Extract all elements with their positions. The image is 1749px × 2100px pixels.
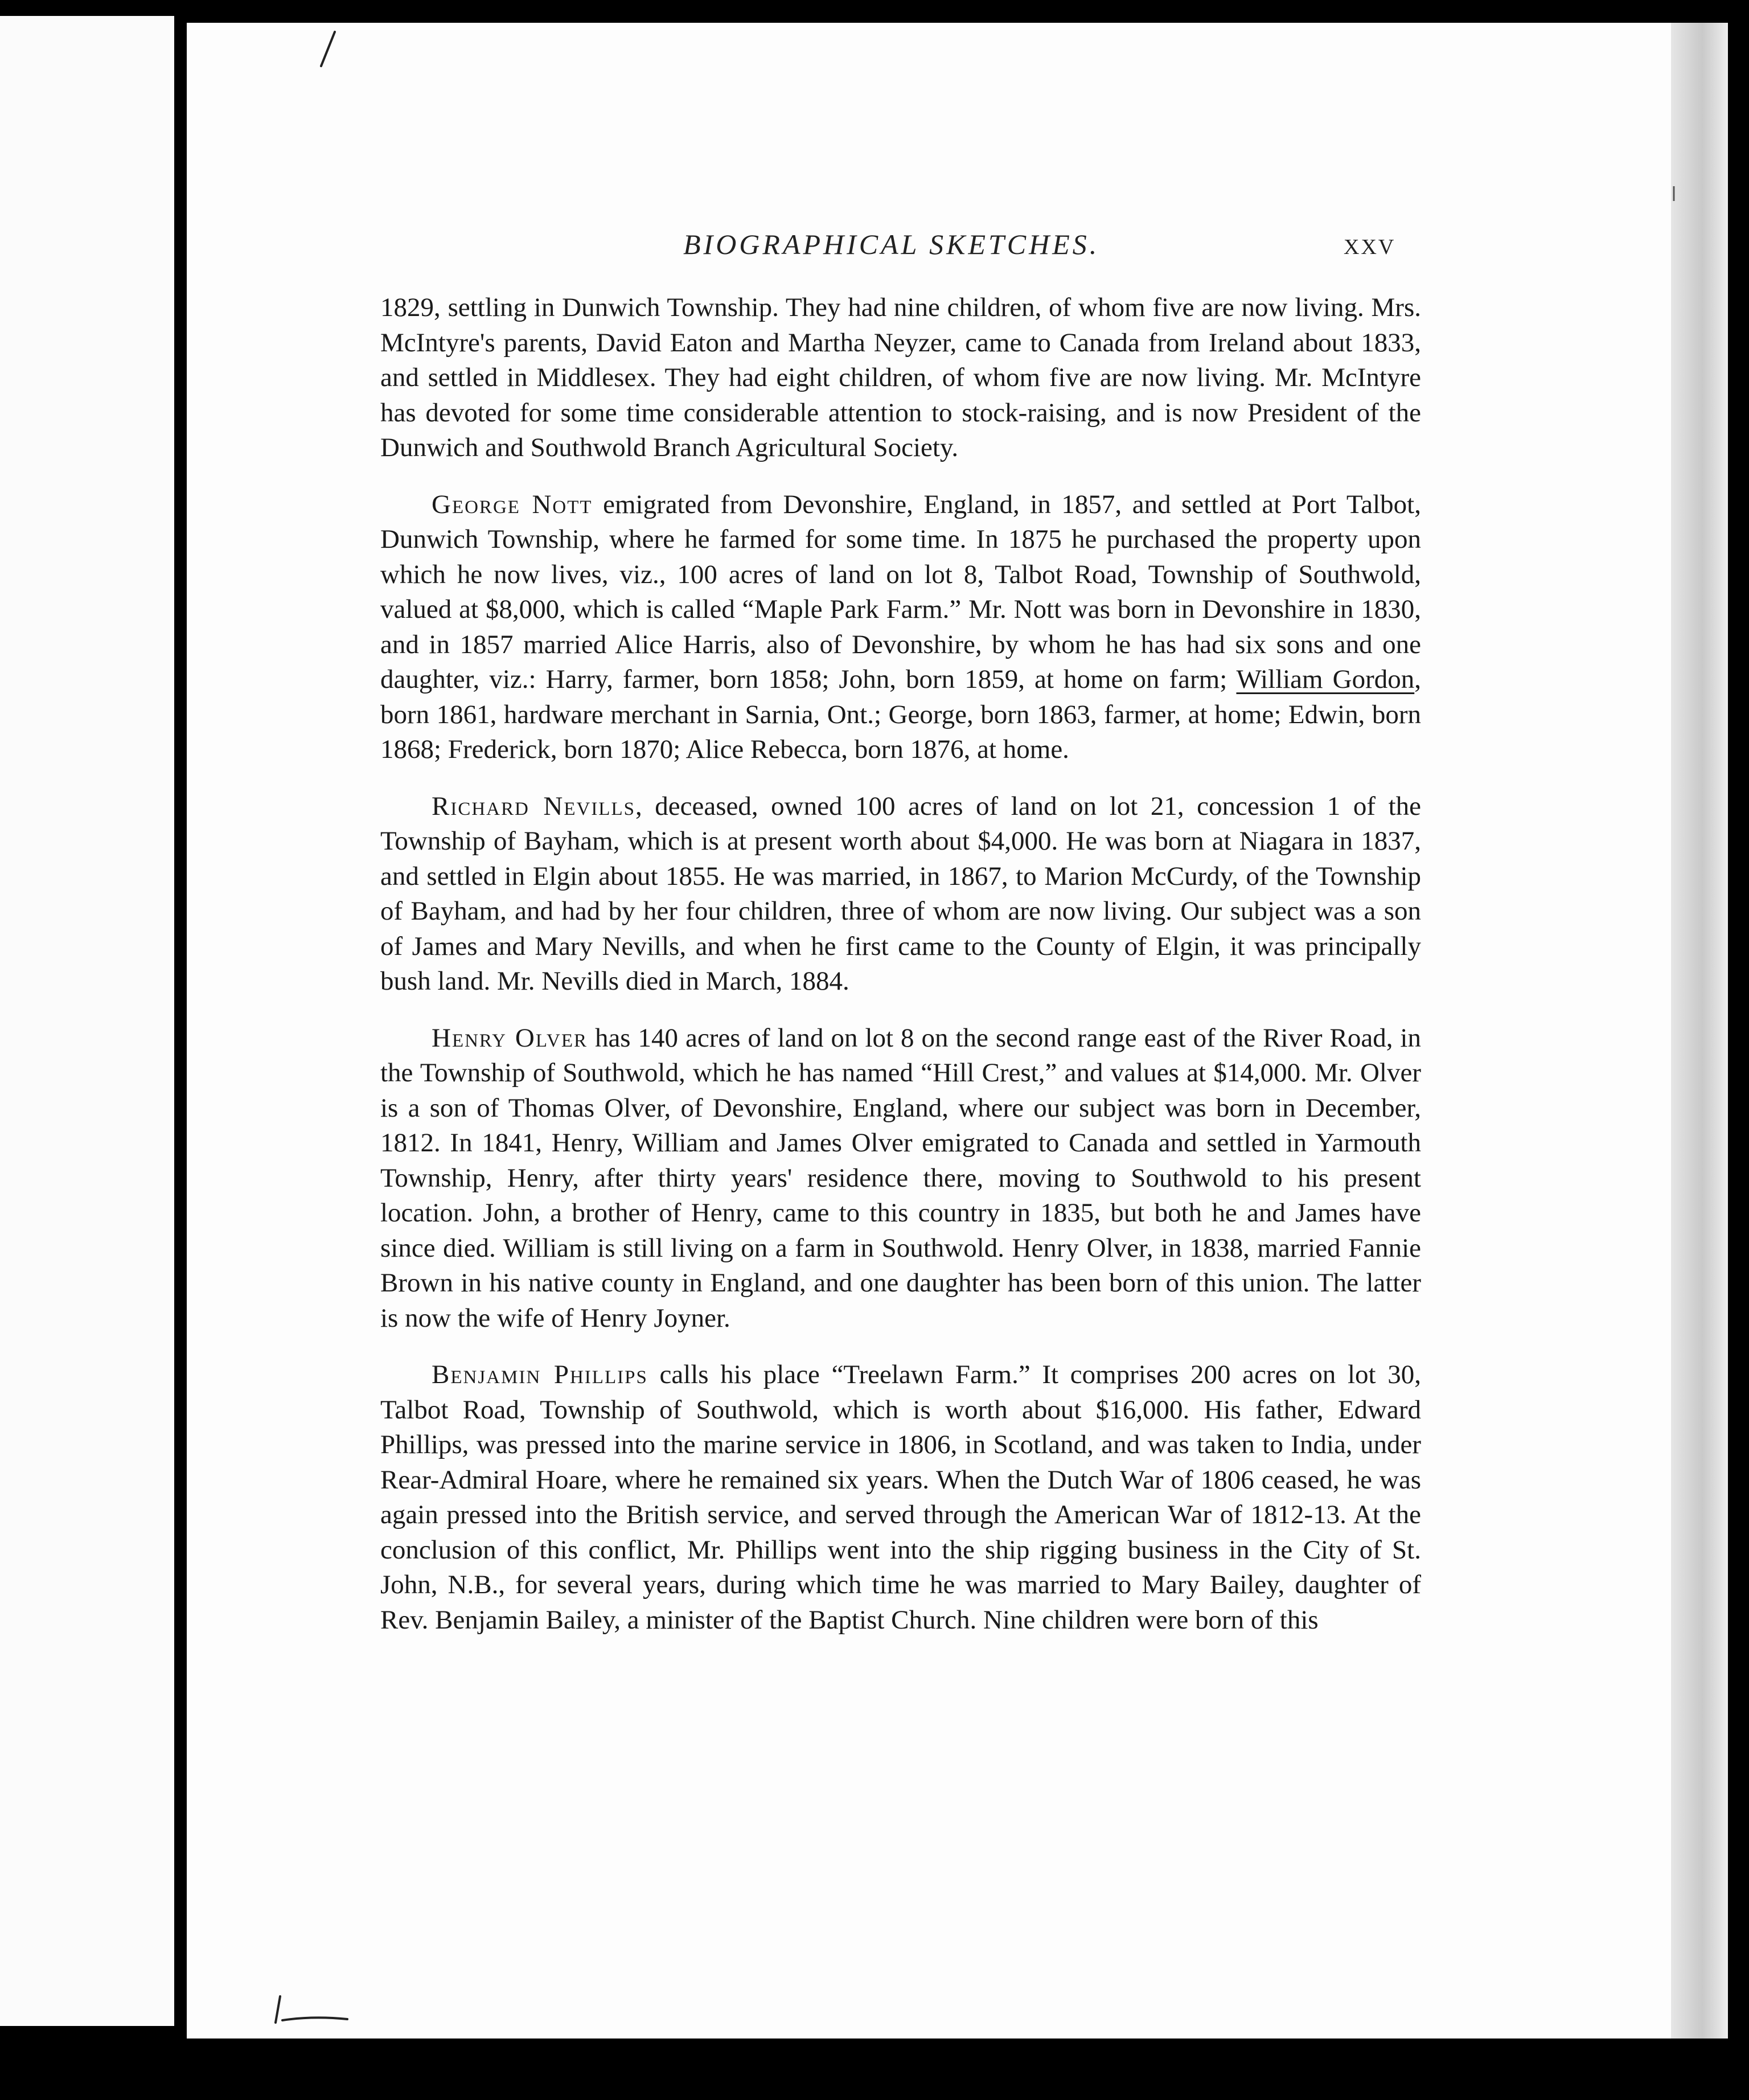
book-gutter [174, 0, 187, 2100]
subject-name: George Nott [432, 489, 593, 519]
paragraph-mcintyre-continued [380, 290, 1421, 466]
subject-name: Henry Olver [432, 1023, 588, 1053]
page-corner-mark [1671, 185, 1677, 202]
paragraph-henry-olver [380, 1021, 1421, 1336]
subject-name: Richard Nevills [432, 791, 635, 821]
paragraph-text-continued: , born 1861, hardware merchant in Sarnia, Ont.; George, born 1863, farmer, at home; Edwin, born 1868; Frederick, born 1870; Alice Rebecca, born 1876, at home. [380, 665, 1421, 764]
scan-border [1728, 0, 1749, 2100]
previous-page-edge [0, 16, 174, 2026]
paragraph-text: has 140 acres of land on lot 8 on the second range east of the River Road, in the Township of Southwold, which he has named “Hill Crest,” and values at $14,000. Mr. Olver is a son of Thomas Olver, of Devonshire, England, where our subject was born in December, 1812. In 1841, Henry, William and James Olver emigrated to Canada and settled in Yarmouth Township, Henry, after thirty years' residence there, moving to Southwold to his present location. John, a brother of Henry, came to this country in 1835, but both he and James have since died. William is still living on a farm in Southwold. Henry Olver, in 1838, married Fannie Brown in his native county in England, and one daughter has been born of this union. The latter is now the wife of Henry Joyner. [380, 1023, 1421, 1333]
running-head: BIOGRAPHICAL SKETCHES. [683, 228, 1100, 260]
pencil-tick-mark [268, 1993, 353, 2027]
subject-name: Benjamin Phillips [432, 1360, 648, 1389]
page-number: XXV [1344, 235, 1396, 259]
page-edge-shadow [1671, 23, 1728, 2039]
paragraph-text: , deceased, owned 100 acres of land on lot 21, concession 1 of the Township of Bayham, which is at present worth about $4,000. He was born at Niagara in 1837, and settled in Elgin about 1855. He was married, in 1867, to Marion McCurdy, of the Township of Bayham, and had by her four children, three of whom are now living. Our subject was a son of James and Mary Nevills, and when he first came to the County of Elgin, it was principally bush land. Mr. Nevills died in March, 1884. [380, 791, 1421, 996]
paragraph-text: emigrated from Devonshire, England, in 1857, and settled at Port Talbot, Dunwich Township, where he farmed for some time. In 1875 he purchased the property upon which he now lives, viz., 100 acres of land on lot 8, Talbot Road, Township of Southwold, valued at $8,000, which is called “Maple Park Farm.” Mr. Nott was born in Devonshire in 1830, and in 1857 married Alice Harris, also of Devonshire, by whom he has had six sons and one daughter, viz.: Harry, farmer, born 1858; John, born 1859, at home on farm; [380, 489, 1421, 694]
pencil-slash-mark [312, 30, 346, 69]
handwritten-underline-name: William Gordon [1236, 665, 1415, 694]
paragraph-text: 1829, settling in Dunwich Township. They had nine children, of whom five are now living. Mrs. McIntyre's parents, David Eaton and Martha Neyzer, came to Canada from Ireland about 1833, and settled in Middlesex. They had eight children, of whom five are now living. Mr. McIntyre has devoted for some time considerable attention to stock-raising, and is now President of the Dunwich and Southwold Branch Agricultural Society. [380, 293, 1421, 462]
paragraph-george-nott [380, 487, 1421, 768]
paragraph-benjamin-phillips [380, 1357, 1421, 1638]
body-text [380, 290, 1421, 1659]
paragraph-richard-nevills [380, 789, 1421, 999]
paragraph-text: calls his place “Treelawn Farm.” It comprises 200 acres on lot 30, Talbot Road, Township of Southwold, which is worth about $16,000. His father, Edward Phillips, was pressed into the marine service in 1806, in Scotland, and was taken to India, under Rear-Admiral Hoare, where he remained six years. When the Dutch War of 1806 ceased, he was again pressed into the British service, and served through the American War of 1812-13. At the conclusion of this conflict, Mr. Phillips went into the ship rigging business in the City of St. John, N.B., for several years, during which time he was married to Mary Bailey, daughter of Rev. Benjamin Bailey, a minister of the Baptist Church. Nine children were born of this [380, 1360, 1421, 1635]
